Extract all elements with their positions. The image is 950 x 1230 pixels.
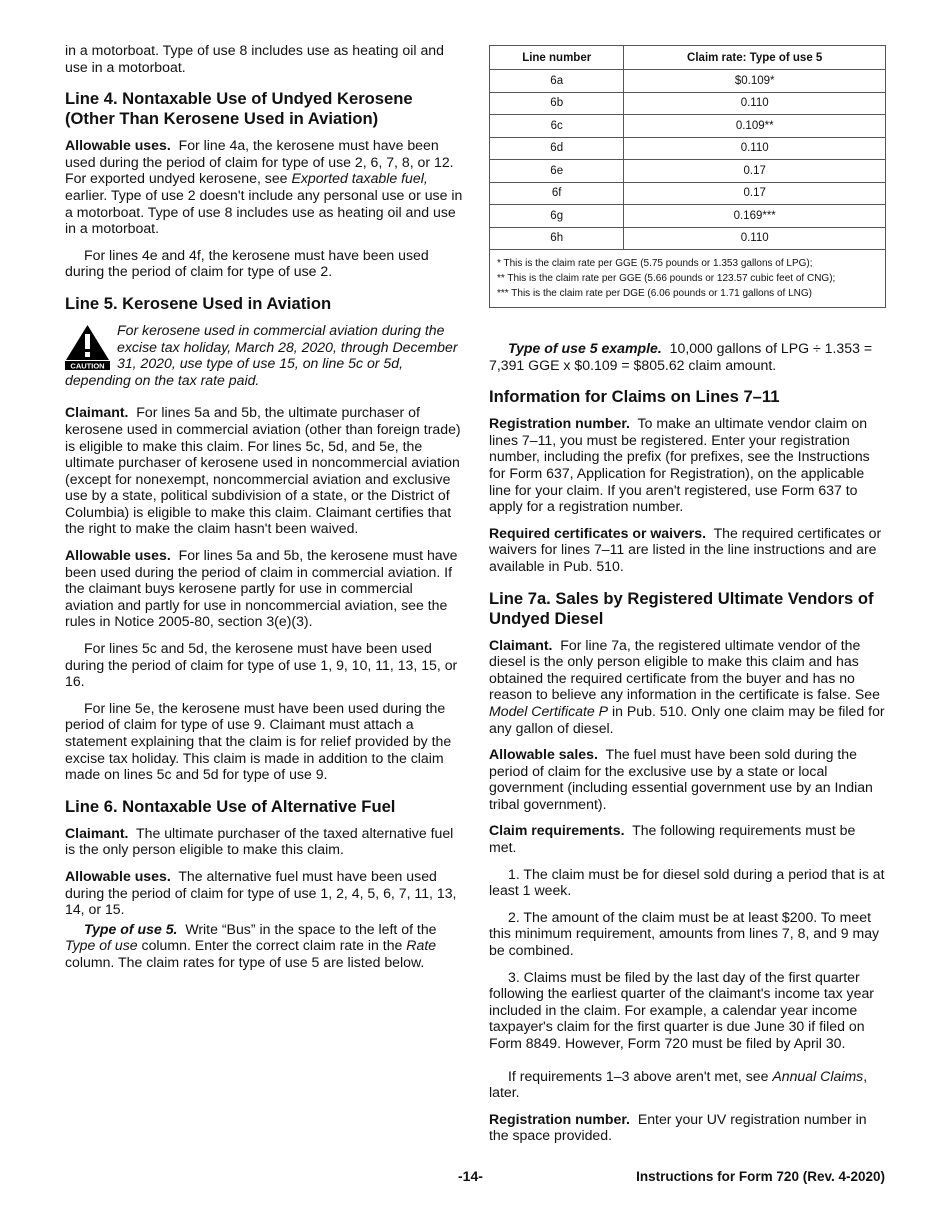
line7a-allowable-sales: Allowable sales. The fuel must have been sold during the period of claim for the exclusive use by a state or local government (including essential government use by an Indian tribal government). — [489, 746, 873, 812]
uv-registration-number: Registration number. Enter your UV registration number in the space provided. — [489, 1110, 867, 1144]
line4-allowable-uses: Allowable uses. For line 4a, the kerosene must have been used during the period of claim for type of use 2, 6, 7, 8, or 12. For exported undyed kerosene, see Exported taxable fuel, earlier. Type of use 2 doesn't include any personal use or use in a motorboat. Type of use 8 includes use as heating oil and use in a motorboat. — [65, 137, 463, 237]
form-title: Instructions for Form 720 (Rev. 4-2020) — [636, 1169, 885, 1184]
claim-rate-table — [489, 45, 886, 308]
line5-heading: Line 5. Kerosene Used in Aviation — [65, 293, 332, 313]
page-number: -14- — [458, 1168, 483, 1184]
line4-ef-text: For lines 4e and 4f, the kerosene must have been used during the period of claim for type of use 2. — [65, 246, 429, 280]
note-cng: ** This is the claim rate per GGE (5.66 pounds or 123.57 cubic feet of CNG); — [497, 273, 836, 284]
caution-label: CAUTION — [70, 361, 105, 370]
type5-example: Type of use 5 example. 10,000 gallons of LPG ÷ 1.353 = 7,391 GGE x $0.109 = $805.62 claim amount. — [489, 340, 873, 373]
line6-claimant: Claimant. The ultimate purchaser of the taxed alternative fuel is the only person eligible to make this claim. — [65, 824, 454, 858]
note-lng: *** This is the claim rate per DGE (6.06 pounds or 1.71 gallons of LNG) — [497, 288, 812, 299]
line6-allowable-uses: Allowable uses. The alternative fuel must have been used during the period of claim for type of use 1, 2, 4, 5, 6, 7, 11, 13, 14, or 15. — [65, 867, 457, 918]
cell-rate: 0.109** — [624, 115, 886, 138]
info-certificates: Required certificates or waivers. The required certificates or waivers for lines 7–11 are listed in the line instructions and are available in Pub. 510. — [489, 524, 882, 574]
cell-rate: 0.110 — [624, 92, 886, 115]
line5-allowable-uses: Allowable uses. For lines 5a and 5b, the kerosene must have been used during the period of claim in commercial aviation. If the claimant buys kerosene partly for use in commercial aviation and partly for use in noncommercial aviation, see the rules in Notice 2005-80, section 3(e)(3). — [65, 547, 458, 630]
table-notes — [490, 250, 886, 308]
cell-rate: 0.17 — [624, 182, 886, 205]
table-row — [490, 137, 886, 160]
line5-cd-text: For lines 5c and 5d, the kerosene must have been used during the period of claim for type of use 1, 9, 10, 11, 13, 15, or 16. — [65, 640, 458, 690]
table-row — [490, 115, 886, 138]
info-heading: Information for Claims on Lines 7–11 — [489, 387, 780, 407]
line4-heading: Line 4. Nontaxable Use of Undyed Kerosene (Other Than Kerosene Used in Aviation) — [65, 89, 413, 129]
table-row — [490, 182, 886, 205]
table-row — [490, 205, 886, 228]
cell-line: 6b — [490, 92, 624, 115]
line7a-claimant: Claimant. For line 7a, the registered ultimate vendor of the diesel is the only person eligible to make this claim and has obtained the required certificate from the buyer and has no reason to believe any information in the certificate is false. See Model Certificate P in Pub. 510. Only one claim may be filed for any gallon of diesel. — [489, 636, 885, 736]
cell-rate: 0.17 — [624, 160, 886, 183]
requirement-item-2: 2. The amount of the claim must be at least $200. To meet this minimum requirement, amounts from lines 7, 8, and 9 may be combined. — [489, 908, 880, 959]
requirement-item-3: 3. Claims must be filed by the last day of the first quarter following the earliest quarter of the claimant's income tax year included in the claim. For example, a calendar year income taxpayer's claim for the first quarter is due June 30 if filed on Form 8849. However, Form 720 must be filed by April 30. — [489, 968, 874, 1051]
cell-line: 6d — [490, 137, 624, 160]
col-header-claim-rate: Claim rate: Type of use 5 — [624, 46, 886, 70]
table-row — [490, 70, 886, 93]
table-row — [490, 92, 886, 115]
caution-note — [65, 322, 463, 398]
line7a-heading: Line 7a. Sales by Registered Ultimate Vendors of Undyed Diesel — [489, 588, 874, 628]
cell-rate: $0.109* — [624, 70, 886, 93]
right-column — [489, 45, 886, 1154]
cell-line: 6f — [490, 182, 624, 205]
cell-rate: 0.110 — [624, 137, 886, 160]
line5-claimant: Claimant. For lines 5a and 5b, the ultimate purchaser of kerosene used in commercial aviation (other than foreign trade) is eligible to make this claim. For lines 5c, 5d, and 5e, the ultimate purchaser of kerosene used in noncommercial aviation (except for nonexempt, noncommercial aviation and exclusive use by a state, political subdivision of a state, or the District of Columbia) is eligible to make this claim. Claimant certifies that the right to make the claim hasn't been waived. — [65, 404, 461, 537]
col-header-line-number: Line number — [490, 46, 624, 70]
left-column — [65, 42, 463, 981]
table-header-row — [490, 46, 886, 70]
info-registration: Registration number. To make an ultimate vendor claim on lines 7–11, you must be registered. Enter your registration number, including the prefix (for prefixes, see the Instructions for Form 637, Application for Registration), on the applicable line for your claim. If you aren't registered, use Form 637 to apply for a registration number. — [489, 415, 870, 515]
table-notes-row — [490, 250, 886, 308]
caution-icon — [65, 324, 110, 370]
cell-line: 6c — [490, 115, 624, 138]
note-lpg: * This is the claim rate per GGE (5.75 pounds or 1.353 gallons of LPG); — [497, 258, 813, 269]
caution-text: For kerosene used in commercial aviation during the excise tax holiday, March 28, 2020, through December 31, 2020, use type of use 15, on line 5c or 5d, depending on the tax rate paid. — [65, 321, 458, 388]
intro-text: in a motorboat. Type of use 8 includes use as heating oil and use in a motorboat. — [65, 42, 444, 75]
requirements-not-met: If requirements 1–3 above aren't met, see Annual Claims, later. — [489, 1067, 868, 1101]
cell-line: 6e — [490, 160, 624, 183]
cell-line: 6a — [490, 70, 624, 93]
cell-line: 6g — [490, 205, 624, 228]
cell-rate: 0.169*** — [624, 205, 886, 228]
requirement-item-1: 1. The claim must be for diesel sold during a period that is at least 1 week. — [489, 865, 885, 899]
table-row — [490, 227, 886, 250]
cell-rate: 0.110 — [624, 227, 886, 250]
table-row — [490, 160, 886, 183]
line7a-claim-requirements: Claim requirements. The following requirements must be met. — [489, 822, 856, 856]
line5-e-text: For line 5e, the kerosene must have been used during the period of claim for type of use 9. Claimant must attach a statement explaining that the claim is for relief provided by the excise tax holiday. This claim is made in addition to the claim made on lines 5c and 5d for type of use 9. — [65, 699, 452, 783]
line6-heading: Line 6. Nontaxable Use of Alternative Fuel — [65, 796, 396, 816]
cell-line: 6h — [490, 227, 624, 250]
line6-type5: Type of use 5. Write “Bus” in the space to the left of the Type of use column. Enter the correct claim rate in the Rate column. The claim rates for type of use 5 are listed below. — [65, 920, 437, 970]
